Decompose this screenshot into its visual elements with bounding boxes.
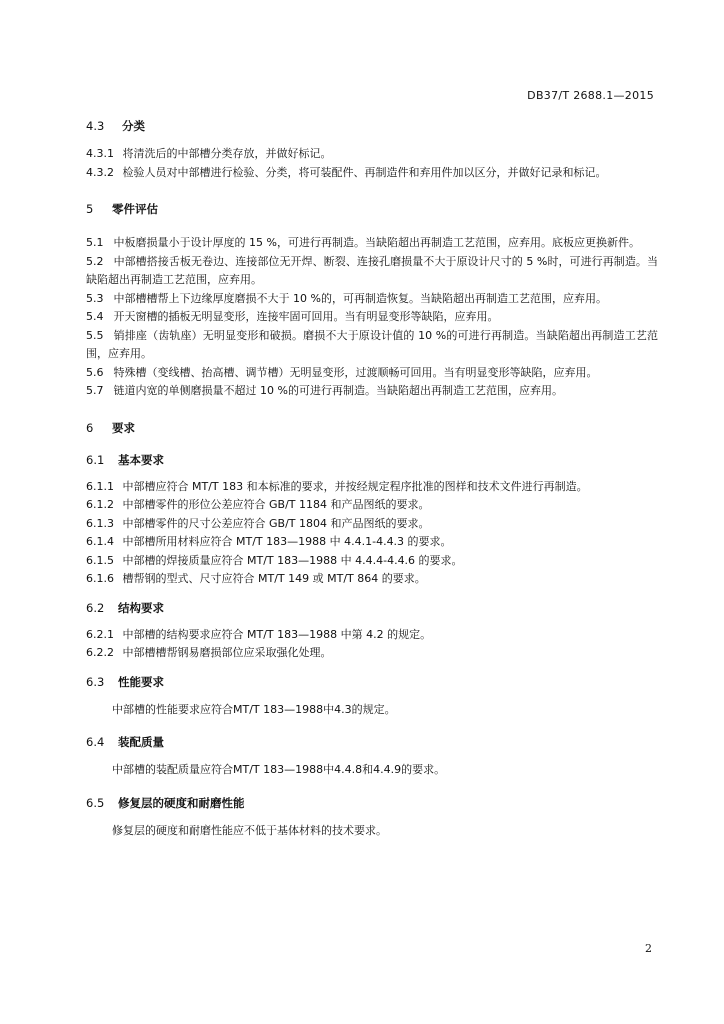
clause-6-1-5: 6.1.5 中部槽的焊接质量应符合 MT/T 183—1988 中 4.4.4-4.4.6 的要求。 (86, 553, 463, 567)
clause-5-6: 5.6 特殊槽（变线槽、抬高槽、调节槽）无明显变形，过渡顺畅可回用。当有明显变形等缺陷，应弃用。 (86, 365, 598, 379)
page-number: 2 (645, 942, 652, 955)
clause-5-5: 5.5 销排座（齿轨座）无明显变形和破损。磨损不大于原设计值的 10 %的可进行再制造。当缺陷超出再制造工艺范围，应弃用。 (86, 328, 658, 360)
clause-4-3-2: 4.3.2 检验人员对中部槽进行检验、分类，将可装配件、再制造件和弃用件加以区分，并做好记录和标记。 (86, 165, 607, 179)
clause-6-4-text: 中部槽的装配质量应符合MT/T 183—1988中4.4.8和4.4.9的要求。 (112, 763, 446, 776)
clause-6-1-6: 6.1.6 槽帮钢的型式、尺寸应符合 MT/T 149 或 MT/T 864 的要求。 (86, 572, 426, 585)
heading-6-4: 6.4 装配质量 (86, 735, 165, 749)
clause-6-1-1: 6.1.1 中部槽应符合 MT/T 183 和本标准的要求，并按经规定程序批准的图样和技术文件进行再制造。 (86, 479, 588, 493)
clause-4-3-1: 4.3.1 将清洗后的中部槽分类存放，并做好标记。 (86, 147, 332, 160)
clause-5-3: 5.3 中部槽槽帮上下边缘厚度磨损不大于 10 %的，可再制造恢复。当缺陷超出再制造工艺范围，应弃用。 (86, 291, 607, 305)
heading-4-3: 4.3 分类 (86, 119, 146, 133)
document-body (86, 117, 658, 840)
heading-6-1: 6.1 基本要求 (86, 452, 165, 467)
document-code: DB37/T 2688.1—2015 (527, 89, 654, 102)
clause-5-1: 5.1 中板磨损量小于设计厚度的 15 %，可进行再制造。当缺陷超出再制造工艺范围，应弃用。底板应更换新件。 (86, 236, 640, 249)
clause-6-1-4: 6.1.4 中部槽所用材料应符合 MT/T 183—1988 中 4.4.1-4.4.3 的要求。 (86, 535, 452, 548)
heading-6-3: 6.3 性能要求 (86, 674, 165, 689)
clause-6-1-3: 6.1.3 中部槽零件的尺寸公差应符合 GB/T 1804 和产品图纸的要求。 (86, 516, 430, 530)
clause-6-2-1: 6.2.1 中部槽的结构要求应符合 MT/T 183—1988 中第 4.2 的规定。 (86, 627, 432, 641)
heading-5: 5 零件评估 (86, 202, 159, 216)
clause-6-2-2: 6.2.2 中部槽槽帮钢易磨损部位应采取强化处理。 (86, 646, 332, 659)
clause-5-4: 5.4 开天窗槽的插板无明显变形，连接牢固可回用。当有明显变形等缺陷，应弃用。 (86, 310, 499, 323)
heading-6: 6 要求 (86, 420, 136, 435)
clause-6-1-2: 6.1.2 中部槽零件的形位公差应符合 GB/T 1184 和产品图纸的要求。 (86, 498, 430, 511)
clause-5-2: 5.2 中部槽搭接舌板无卷边、连接部位无开焊、断裂、连接孔磨损量不大于原设计尺寸的 5 %时，可进行再制造。当缺陷超出再制造工艺范围，应弃用。 (86, 254, 658, 286)
clause-6-5-text: 修复层的硬度和耐磨性能应不低于基体材料的技术要求。 (112, 823, 387, 837)
heading-6-2: 6.2 结构要求 (86, 600, 165, 615)
clause-6-3-text: 中部槽的性能要求应符合MT/T 183—1988中4.3的规定。 (112, 702, 396, 716)
heading-6-5: 6.5 修复层的硬度和耐磨性能 (86, 795, 245, 810)
clause-5-7: 5.7 链道内宽的单侧磨损量不超过 10 %的可进行再制造。当缺陷超出再制造工艺范围，应弃用。 (86, 384, 563, 397)
